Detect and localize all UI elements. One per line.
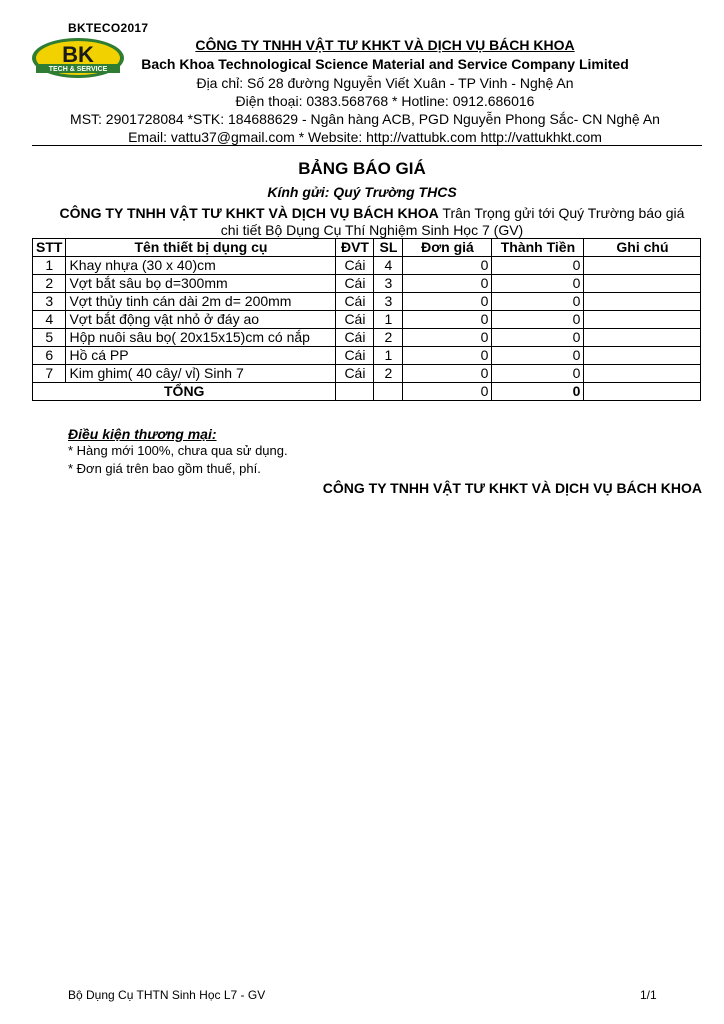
signature-company: CÔNG TY TNHH VẬT TƯ KHKT VÀ DỊCH VỤ BÁCH KHOA [322,480,702,496]
cell-total: 0 [492,293,584,311]
header-divider [32,145,702,146]
cell-stt: 1 [33,257,66,275]
cell-total: 0 [492,365,584,383]
cell-name: Vợt bắt sâu bọ d=300mm [66,275,336,293]
cell-price: 0 [403,293,492,311]
table-row [33,329,701,347]
intro-text: Trân Trọng gửi tới Quý Trường báo giá [438,205,685,221]
cell-unit: Cái [336,365,374,383]
page-number: 1/1 [640,988,657,1002]
cell-unit: Cái [336,347,374,365]
condition-item: * Hàng mới 100%, chưa qua sử dụng. [68,443,288,458]
cell-price: 0 [403,347,492,365]
cell-stt: 3 [33,293,66,311]
cell-total: 0 [492,275,584,293]
total-qty-empty [374,383,403,401]
cell-qty: 3 [374,275,403,293]
cell-total: 0 [492,347,584,365]
cell-note [584,257,701,275]
company-tax-bank: MST: 2901728084 *STK: 184688629 - Ngân hàng ACB, PGD Nguyễn Phong Sắc- CN Nghệ An [70,111,660,127]
cell-stt: 4 [33,311,66,329]
cell-note [584,293,701,311]
header-stt: STT [33,239,66,257]
total-label: TỔNG [33,383,336,401]
header-unit: ĐVT [336,239,374,257]
cell-unit: Cái [336,311,374,329]
table-header-row [33,239,701,257]
cell-name: Vợt bắt động vật nhỏ ở đáy ao [66,311,336,329]
cell-price: 0 [403,329,492,347]
footer-doc-name: Bộ Dụng Cụ THTN Sinh Học L7 - GV [68,988,266,1002]
cell-stt: 2 [33,275,66,293]
header-qty: SL [374,239,403,257]
intro-line-2: chi tiết Bộ Dụng Cụ Thí Nghiệm Sinh Học 7 (GV) [220,222,524,238]
header-note: Ghi chú [584,239,701,257]
cell-note [584,347,701,365]
table-row [33,365,701,383]
cell-unit: Cái [336,257,374,275]
cell-price: 0 [403,365,492,383]
header-price: Đơn giá [403,239,492,257]
cell-name: Khay nhựa (30 x 40)cm [66,257,336,275]
cell-price: 0 [403,311,492,329]
cell-total: 0 [492,311,584,329]
quote-table [32,238,701,401]
cell-note [584,275,701,293]
cell-total: 0 [492,257,584,275]
greeting: Kính gửi: Quý Trường THCS [267,184,457,200]
total-unit-empty [336,383,374,401]
company-logo [30,36,126,80]
cell-stt: 7 [33,365,66,383]
cell-stt: 6 [33,347,66,365]
cell-qty: 2 [374,365,403,383]
cell-stt: 5 [33,329,66,347]
cell-price: 0 [403,257,492,275]
conditions-heading: Điều kiện thương mại: [68,426,217,442]
intro-company: CÔNG TY TNHH VẬT TƯ KHKT VÀ DỊCH VỤ BÁCH KHOA [59,205,439,221]
table-row [33,275,701,293]
table-row [33,311,701,329]
table-row [33,347,701,365]
cell-name: Hộp nuôi sâu bọ( 20x15x15)cm có nắp [66,329,336,347]
cell-note [584,329,701,347]
brand-code: BKTECO2017 [68,21,149,35]
header-total: Thành Tiền [492,239,584,257]
table-row [33,257,701,275]
intro-line-1 [32,205,712,221]
total-note-empty [584,383,701,401]
cell-unit: Cái [336,329,374,347]
cell-qty: 4 [374,257,403,275]
cell-qty: 1 [374,347,403,365]
company-name-vn: CÔNG TY TNHH VẬT TƯ KHKT VÀ DỊCH VỤ BÁCH KHOA [195,37,575,53]
cell-unit: Cái [336,293,374,311]
cell-price: 0 [403,275,492,293]
company-name-en: Bach Khoa Technological Science Material and Service Company Limited [141,56,629,72]
condition-item: * Đơn giá trên bao gồm thuế, phí. [68,461,261,476]
company-phone: Điện thoại: 0383.568768 * Hotline: 0912.686016 [235,93,535,109]
header-name: Tên thiết bị dụng cụ [66,239,336,257]
cell-note [584,365,701,383]
logo-initials: BK [62,42,94,67]
company-contact: Email: vattu37@gmail.com * Website: http://vattubk.com http://vattukhkt.com [128,129,602,145]
cell-note [584,311,701,329]
logo-tagline: TECH & SERVICE [48,66,108,73]
document-title: BẢNG BÁO GIÁ [298,159,426,178]
company-address: Địa chỉ: Số 28 đường Nguyễn Viết Xuân - TP Vinh - Nghệ An [196,75,574,91]
cell-unit: Cái [336,275,374,293]
cell-total: 0 [492,329,584,347]
cell-name: Hồ cá PP [66,347,336,365]
cell-qty: 2 [374,329,403,347]
cell-name: Vợt thủy tinh cán dài 2m d= 200mm [66,293,336,311]
table-row [33,293,701,311]
cell-qty: 1 [374,311,403,329]
cell-qty: 3 [374,293,403,311]
total-price: 0 [403,383,492,401]
grand-total: 0 [492,383,584,401]
cell-name: Kim ghim( 40 cây/ vỉ) Sinh 7 [66,365,336,383]
total-row [33,383,701,401]
